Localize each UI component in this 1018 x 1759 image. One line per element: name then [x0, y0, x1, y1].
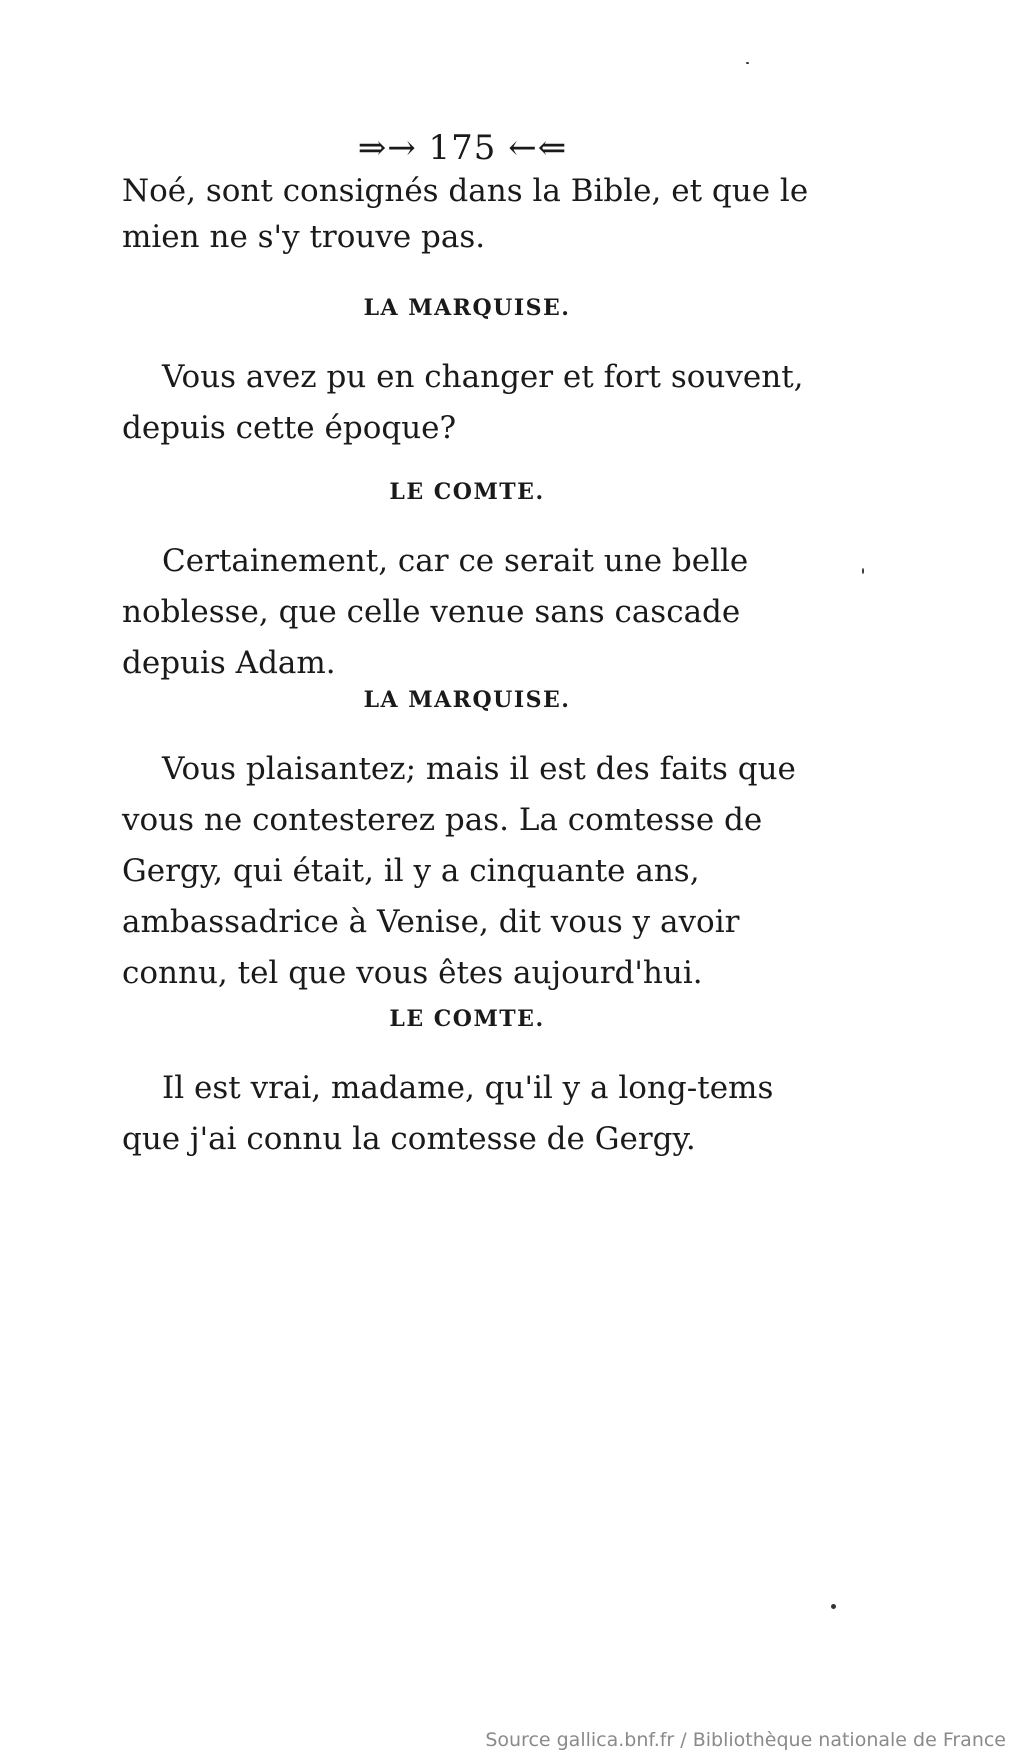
paragraph-2: Vous avez pu en changer et fort souvent, depuis cette époque? [122, 359, 804, 446]
scan-speck [746, 62, 749, 64]
speaker-heading-comte-1: LE COMTE. [389, 479, 545, 505]
source-attribution: Source gallica.bnf.fr / Bibliothèque nationale de France [485, 1729, 1006, 1751]
paragraph-4: Vous plaisantez; mais il est des faits que vous ne contesterez pas. La comtesse de Gergy, qui était, il y a cinquante ans, ambassadrice à Venise, dit vous y avoir connu, tel que vous êtes aujourd'hui. [122, 751, 796, 991]
scan-speck [862, 568, 864, 574]
speaker-heading-marquise-2: LA MARQUISE. [363, 687, 571, 713]
paragraph-5: Il est vrai, madame, qu'il y a long-tems que j'ai connu la comtesse de Gergy. [122, 1070, 774, 1157]
page-number-value: 175 [428, 128, 497, 168]
speaker-heading-comte-2: LE COMTE. [389, 1006, 545, 1032]
paragraph-1-line-2: mien ne s'y trouve pas. [122, 219, 486, 255]
paragraph-3: Certainement, car ce serait une belle noblesse, que celle venue sans cascade depuis Adam. [122, 543, 749, 681]
paragraph-1-line-1: Noé, sont consignés dans la Bible, et que le [122, 173, 809, 209]
ornament-left-icon: ⇒→ [357, 128, 417, 168]
scan-speck [831, 1604, 836, 1609]
speaker-heading-marquise-1: LA MARQUISE. [363, 295, 571, 321]
page-number [355, 128, 570, 168]
ornament-right-icon: ←⇐ [508, 128, 568, 168]
